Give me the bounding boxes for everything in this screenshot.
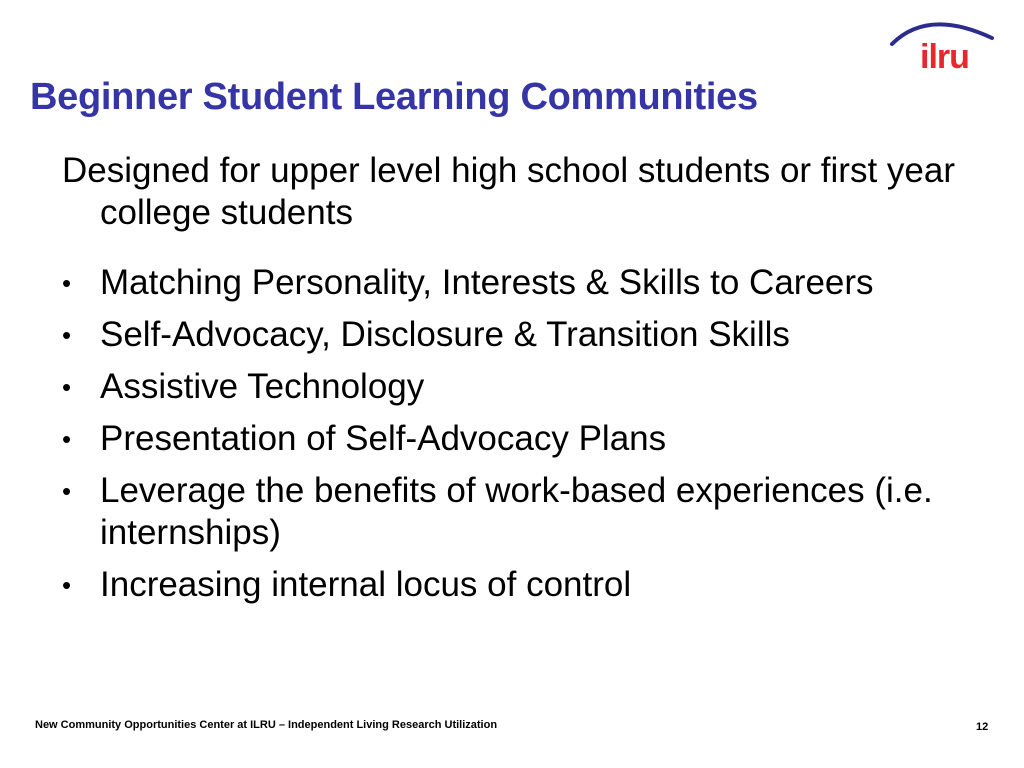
bullet-item bbox=[62, 564, 1007, 606]
bullet-icon: • bbox=[62, 424, 72, 454]
bullet-text: Presentation of Self-Advocacy Plans bbox=[100, 419, 667, 458]
bullet-item bbox=[62, 418, 1007, 460]
ilru-logo bbox=[888, 14, 996, 74]
bullet-item bbox=[62, 366, 1007, 408]
bullet-icon: • bbox=[62, 320, 72, 350]
footer-text: New Community Opportunities Center at ILRU – Independent Living Research Utilization bbox=[35, 719, 498, 731]
bullet-text: Self-Advocacy, Disclosure & Transition Skills bbox=[100, 315, 790, 354]
bullet-list bbox=[62, 262, 1007, 616]
page-number: 12 bbox=[976, 721, 989, 733]
bullet-text: Increasing internal locus of control bbox=[100, 565, 632, 604]
bullet-icon: • bbox=[62, 570, 72, 600]
bullet-item bbox=[62, 470, 1007, 554]
bullet-item bbox=[62, 314, 1007, 356]
logo-text: ilru bbox=[920, 38, 969, 74]
slide-title: Beginner Student Learning Communities bbox=[30, 76, 758, 118]
bullet-text: Leverage the benefits of work-based experiences (i.e. internships) bbox=[100, 471, 933, 552]
bullet-text: Matching Personality, Interests & Skills to Careers bbox=[100, 263, 874, 302]
bullet-icon: • bbox=[62, 476, 72, 506]
bullet-text: Assistive Technology bbox=[100, 367, 425, 406]
bullet-icon: • bbox=[62, 268, 72, 298]
bullet-item bbox=[62, 262, 1007, 304]
bullet-icon: • bbox=[62, 372, 72, 402]
intro-text: Designed for upper level high school students or first year college students bbox=[62, 151, 955, 232]
